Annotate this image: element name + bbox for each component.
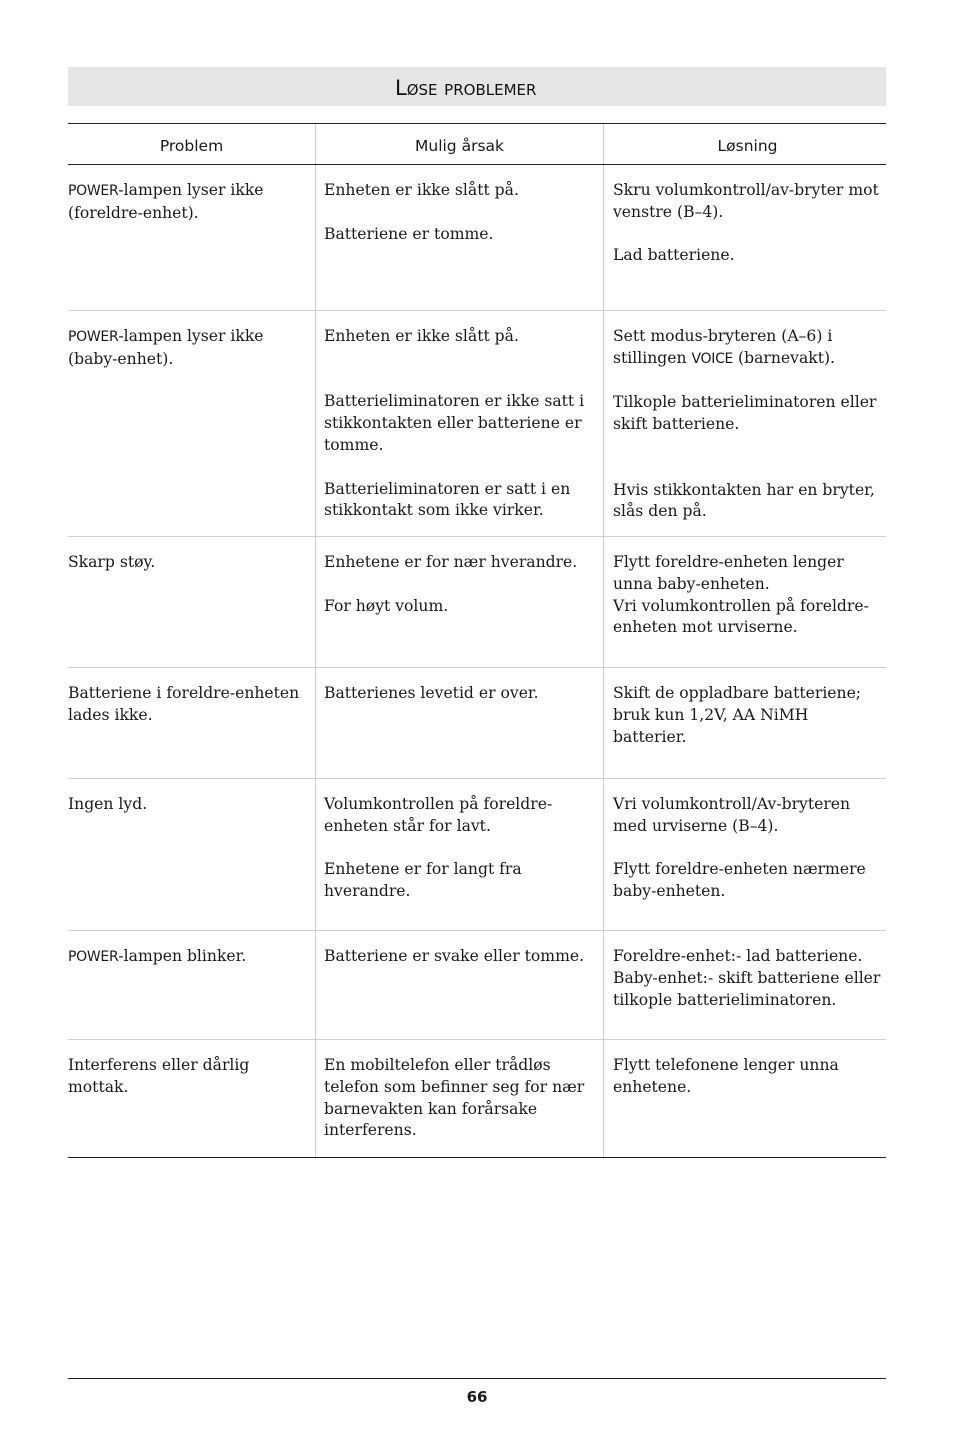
cause-cell	[315, 668, 603, 778]
problem-text: Skarp støy.	[68, 553, 156, 571]
problem-keyword: POWER	[68, 329, 119, 345]
problem-text: -lampen blinker.	[118, 947, 247, 965]
problem-cell	[68, 537, 315, 667]
cause-text: Enhetene er for nær hverandre.	[324, 553, 578, 571]
problem-cell	[68, 311, 315, 536]
problem-text: Batteriene i foreldre-enheten lades ikke.	[68, 684, 300, 724]
cause-text: Enheten er ikke slått på.	[324, 327, 519, 345]
table-row	[68, 311, 886, 537]
cause-text: Batterieliminatoren er ikke satt i stikkontakten eller batteriene er tomme.	[324, 392, 585, 454]
cause-text: Volumkontrollen på foreldre-enheten står for lavt.	[324, 795, 553, 835]
troubleshooting-table	[68, 123, 886, 1158]
cause-text: For høyt volum.	[324, 596, 449, 615]
solution-cell	[603, 931, 886, 1039]
problem-cell	[68, 931, 315, 1039]
problem-cell	[68, 1040, 315, 1157]
solution-text: Skift de oppladbare batteriene; bruk kun 1,2V, AA NiMH batterier.	[613, 684, 862, 746]
solution-cell	[603, 311, 886, 536]
solution-text: Flytt foreldre-enheten lenger unna baby-enheten.	[613, 553, 844, 593]
table-header-row	[68, 124, 886, 165]
solution-text: Vri volumkontrollen på foreldre-enheten mot urviserne.	[613, 596, 869, 637]
solution-cell	[603, 779, 886, 930]
cause-text: Enhetene er for langt fra hverandre.	[324, 860, 522, 901]
solution-text: Lad batteriene.	[613, 246, 735, 265]
solution-keyword: VOICE	[691, 350, 734, 367]
table-row	[68, 779, 886, 931]
cause-text: Batteriene er tomme.	[324, 224, 494, 243]
problem-cell	[68, 779, 315, 930]
solution-text: Baby-enhet:- skift batteriene eller tilkople batterieliminatoren.	[613, 968, 881, 1009]
cause-cell	[315, 1040, 603, 1157]
footer-divider	[68, 1378, 886, 1379]
solution-text: Sett modus-bryteren (A–6) i stillingen	[613, 327, 833, 367]
problem-cell	[68, 668, 315, 778]
solution-text: Vri volumkontroll/Av-bryteren med urviserne (B–4).	[613, 795, 851, 835]
page-number: 66	[466, 1388, 488, 1406]
table-row	[68, 537, 886, 668]
page-title: Løse problemer	[68, 67, 886, 106]
table-row	[68, 668, 886, 779]
cause-cell	[315, 537, 603, 667]
problem-text: Ingen lyd.	[68, 795, 148, 813]
solution-text: Flytt foreldre-enheten nærmere baby-enheten.	[613, 860, 866, 901]
solution-text: Tilkople batterieliminatoren eller skift batteriene.	[613, 393, 877, 434]
problem-text: -lampen lyser ikke (foreldre-enhet).	[68, 181, 264, 222]
solution-text: Flytt telefonene lenger unna enhetene.	[613, 1056, 839, 1096]
solution-cell	[603, 165, 886, 310]
problem-keyword: POWER	[68, 183, 119, 199]
table-row	[68, 931, 886, 1040]
solution-text: Skru volumkontroll/av-bryter mot venstre (B–4).	[613, 181, 879, 221]
cause-text: Enheten er ikke slått på.	[324, 181, 519, 199]
cause-cell	[315, 165, 603, 310]
solution-suffix: (barnevakt).	[733, 348, 836, 367]
problem-text: -lampen lyser ikke (baby-enhet).	[68, 327, 264, 368]
cause-text: Batteriene er svake eller tomme.	[324, 947, 585, 965]
header-problem: Problem	[159, 137, 224, 155]
cause-cell	[315, 311, 603, 536]
cause-text: Batterieliminatoren er satt i en stikkontakt som ikke virker.	[324, 479, 571, 520]
header-cause: Mulig årsak	[315, 124, 603, 164]
table-row	[68, 165, 886, 311]
cause-cell	[315, 779, 603, 930]
solution-cell	[603, 537, 886, 667]
problem-cell	[68, 165, 315, 310]
cause-text: Batterienes levetid er over.	[324, 684, 539, 702]
cause-text: En mobiltelefon eller trådløs telefon som befinner seg for nær barnevakten kan forårsake interferens.	[324, 1056, 585, 1140]
solution-text: Hvis stikkontakten har en bryter, slås den på.	[613, 480, 875, 521]
solution-cell	[603, 668, 886, 778]
problem-keyword: POWER	[68, 949, 119, 965]
solution-text: Foreldre-enhet:- lad batteriene.	[613, 947, 863, 965]
table-row	[68, 1040, 886, 1157]
cause-cell	[315, 931, 603, 1039]
header-solution: Løsning	[603, 124, 886, 164]
problem-text: Interferens eller dårlig mottak.	[68, 1056, 250, 1096]
solution-cell	[603, 1040, 886, 1157]
